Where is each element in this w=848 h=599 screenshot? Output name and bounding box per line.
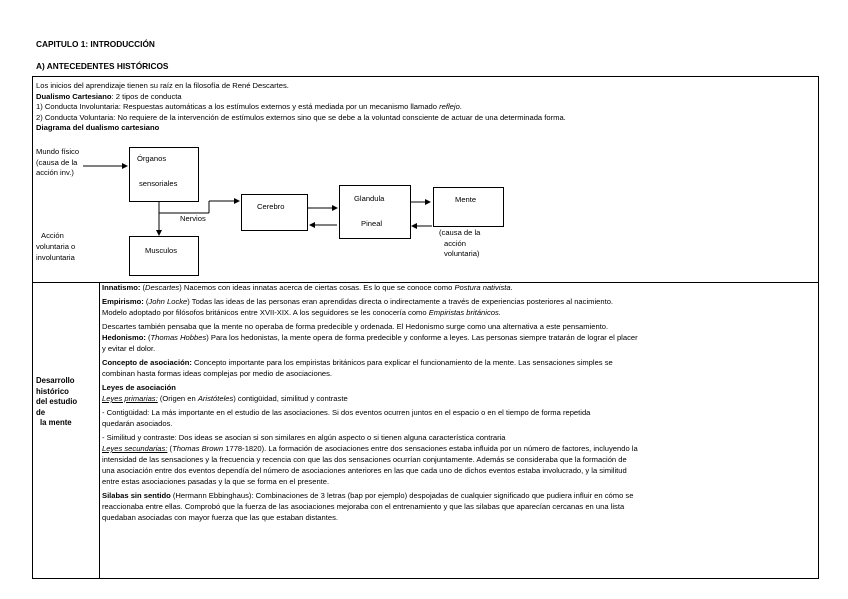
row-label (36, 376, 77, 429)
empirismo-term: Empiristas británicos. (428, 308, 501, 317)
content-table (32, 76, 819, 579)
empirismo-text: ) Todas las ideas de las personas eran aprendidas directa o indirectamente a través de experiencias posteriores al nacimiento. (187, 297, 614, 306)
hedonismo-label: Hedonismo: (102, 333, 146, 342)
glandula-box (339, 185, 411, 239)
silabas-label: Silabas sin sentido (102, 491, 171, 500)
reflejo-term: reflejo (439, 102, 460, 111)
row-label-line: del estudio (36, 397, 78, 406)
secundarias-line-4: entre estas asociaciones pasadas y la que se forma en el presente. (102, 477, 330, 486)
secundarias-line-2: intensidad de las sensaciones y la frecuencia y recencia con que las dos sensaciones ocurrían conjuntamente. Además se consideraba que la formación de (102, 455, 627, 464)
period: . (510, 283, 513, 292)
similitud-line: - Similitud y contraste: Dos ideas se asocian si son similares en algún aspecto o si tienen alguna característica contraria (102, 433, 506, 442)
row-label-line: Desarrollo (36, 376, 75, 385)
innatismo-line (102, 283, 513, 293)
organos-line: sensoriales (139, 179, 178, 188)
mente-box (433, 187, 504, 227)
empirismo-line-2 (102, 308, 501, 318)
secundarias-author: Thomas Brown (172, 444, 224, 453)
empirismo-label: Empirismo: (102, 297, 144, 306)
hedonismo-text: ) Para los hedonistas, la mente opera de forma predecible y conforme a leyes. Las personas siempre tratarán de lograr el placer (206, 333, 638, 342)
musculos-label: Musculos (145, 246, 178, 255)
hedonismo-line (102, 333, 638, 343)
accion-voluntaria-label (36, 230, 75, 263)
row-label-line: la mente (40, 418, 72, 427)
row-label-line: de (36, 407, 46, 417)
contiguidad-line-2: quedarán asociados. (102, 419, 173, 428)
nervios-label: Nervios (180, 214, 206, 223)
involuntaria-text: 1) Conducta Involuntaria: Respuestas automáticas a los estímulos externos y está mediada por un mecanismo llamado (36, 102, 440, 111)
mundo-line: (causa de la (36, 157, 78, 167)
mundo-line: acción inv.) (36, 168, 74, 177)
paren: ( (140, 283, 146, 292)
paren: ( (145, 333, 151, 342)
organos-line: Órganos (137, 154, 167, 163)
glandula-line: Pineal (361, 219, 383, 228)
paren: (Origen en (157, 394, 198, 403)
dualismo-label: Dualismo Cartesiano (36, 91, 112, 101)
silabas-line-3: quedaban asociadas con mayor fuerza que las que estaban distantes. (102, 513, 338, 522)
innatismo-term: Postura nativista (454, 283, 511, 292)
concepto-line-2: combinan hasta formas ideas complejas por medio de asociaciones. (102, 369, 333, 378)
cerebro-box (241, 194, 308, 231)
primarias-author: Aristóteles (197, 394, 234, 403)
mente-causa-line: acción (444, 238, 466, 248)
row-label-line: histórico (36, 386, 69, 396)
concepto-text: Concepto importante para los empiristas británicos para explicar el funcionamiento de la mente. Las sensaciones simples se (191, 358, 613, 367)
secundarias-text: 1778-1820). La formación de asociaciones entre dos sensaciones estaba influida por un número de factores, incluyendo la (223, 444, 638, 453)
voluntaria-line: 2) Conducta Voluntaria: No requiere de la intervención de estímulos externos sino que se debe a la voluntad consciente de actuar de una determinada forma. (36, 112, 566, 122)
innatismo-author: Descartes (145, 283, 180, 292)
column-divider (99, 282, 100, 578)
dualismo-text: : 2 tipos de conducta (111, 91, 182, 101)
cerebro-label: Cerebro (257, 202, 285, 211)
chapter-title: CAPITULO 1: INTRODUCCIÓN (36, 39, 155, 49)
accion-line: voluntaria o (36, 242, 76, 251)
primarias-label: Leyes primarias: (102, 394, 158, 403)
mente-label: Mente (455, 195, 477, 204)
concepto-line (102, 358, 613, 368)
section-title: A) ANTECEDENTES HISTÓRICOS (36, 61, 169, 71)
glandula-line: Glandula (354, 194, 385, 203)
primarias-text: ) contigüidad, similitud y contraste (233, 394, 348, 403)
mundo-line: Mundo físico (36, 147, 80, 156)
leyes-label: Leyes de asociación (102, 383, 176, 392)
empirismo-line (102, 297, 613, 307)
mente-causa-line: (causa de la (439, 228, 481, 237)
diagram-title: Diagrama del dualismo cartesiano (36, 123, 160, 132)
organos-box (129, 147, 199, 202)
empirismo-text-2: Modelo adoptado por filósofos británicos entre XVII-XIX. A los seguidores se les conocería como (102, 308, 429, 317)
paren: ( (167, 444, 173, 453)
intro-line: Los inicios del aprendizaje tienen su raíz en la filosofía de René Descartes. (36, 81, 289, 90)
innatismo-label: Innatismo: (102, 283, 141, 292)
secundarias-label: Leyes secundarias: (102, 444, 168, 453)
hedonismo-author: Thomas Hobbes (150, 333, 207, 342)
silabas-line (102, 491, 633, 501)
involuntaria-end: . (459, 102, 462, 111)
hedonismo-line-2: y evitar el dolor. (102, 344, 156, 353)
musculos-box (129, 236, 199, 276)
contiguidad-line: - Contigüidad: La más importante en el estudio de las asociaciones. Si dos eventos ocurren juntos en el espacio o en el tiempo de forma repetida (102, 408, 591, 417)
silabas-line-2: reaccionaba entre ellas. Comprobó que la fuerza de las asociaciones mejoraba con el entrenamiento y que las silabas que aparecían cercanas en una lista (102, 502, 625, 511)
concepto-label: Concepto de asociación: (102, 358, 192, 367)
accion-line: involuntaria (36, 253, 75, 262)
empirismo-author: John Locke (148, 297, 188, 306)
secundarias-line-3: una asociación entre dos eventos dependía del número de asociaciones anteriores en las que cada uno de dichos eventos estaba involucrado, y la similitud (102, 466, 627, 475)
silabas-text: (Hermann Ebbinghaus): Combinaciones de 3 letras (bap por ejemplo) despojadas de cualquier significado que pudiera influir en cómo se (170, 491, 634, 500)
secundarias-line (102, 444, 638, 454)
innatismo-text: ) Nacemos con ideas innatas acerca de ciertas cosas. Es lo que se conoce como (179, 283, 455, 292)
descartes-line: Descartes también pensaba que la mente no operaba de forma predecible y ordenada. El Hedonismo surge como una alternativa a este pensamiento. (102, 322, 609, 331)
mente-causa-label (439, 228, 480, 260)
mundo-fisico-label (36, 147, 79, 179)
paren: ( (143, 297, 149, 306)
primarias-line (102, 394, 348, 404)
mente-causa-line: voluntaria) (444, 249, 480, 258)
accion-line: Acción (41, 231, 64, 240)
